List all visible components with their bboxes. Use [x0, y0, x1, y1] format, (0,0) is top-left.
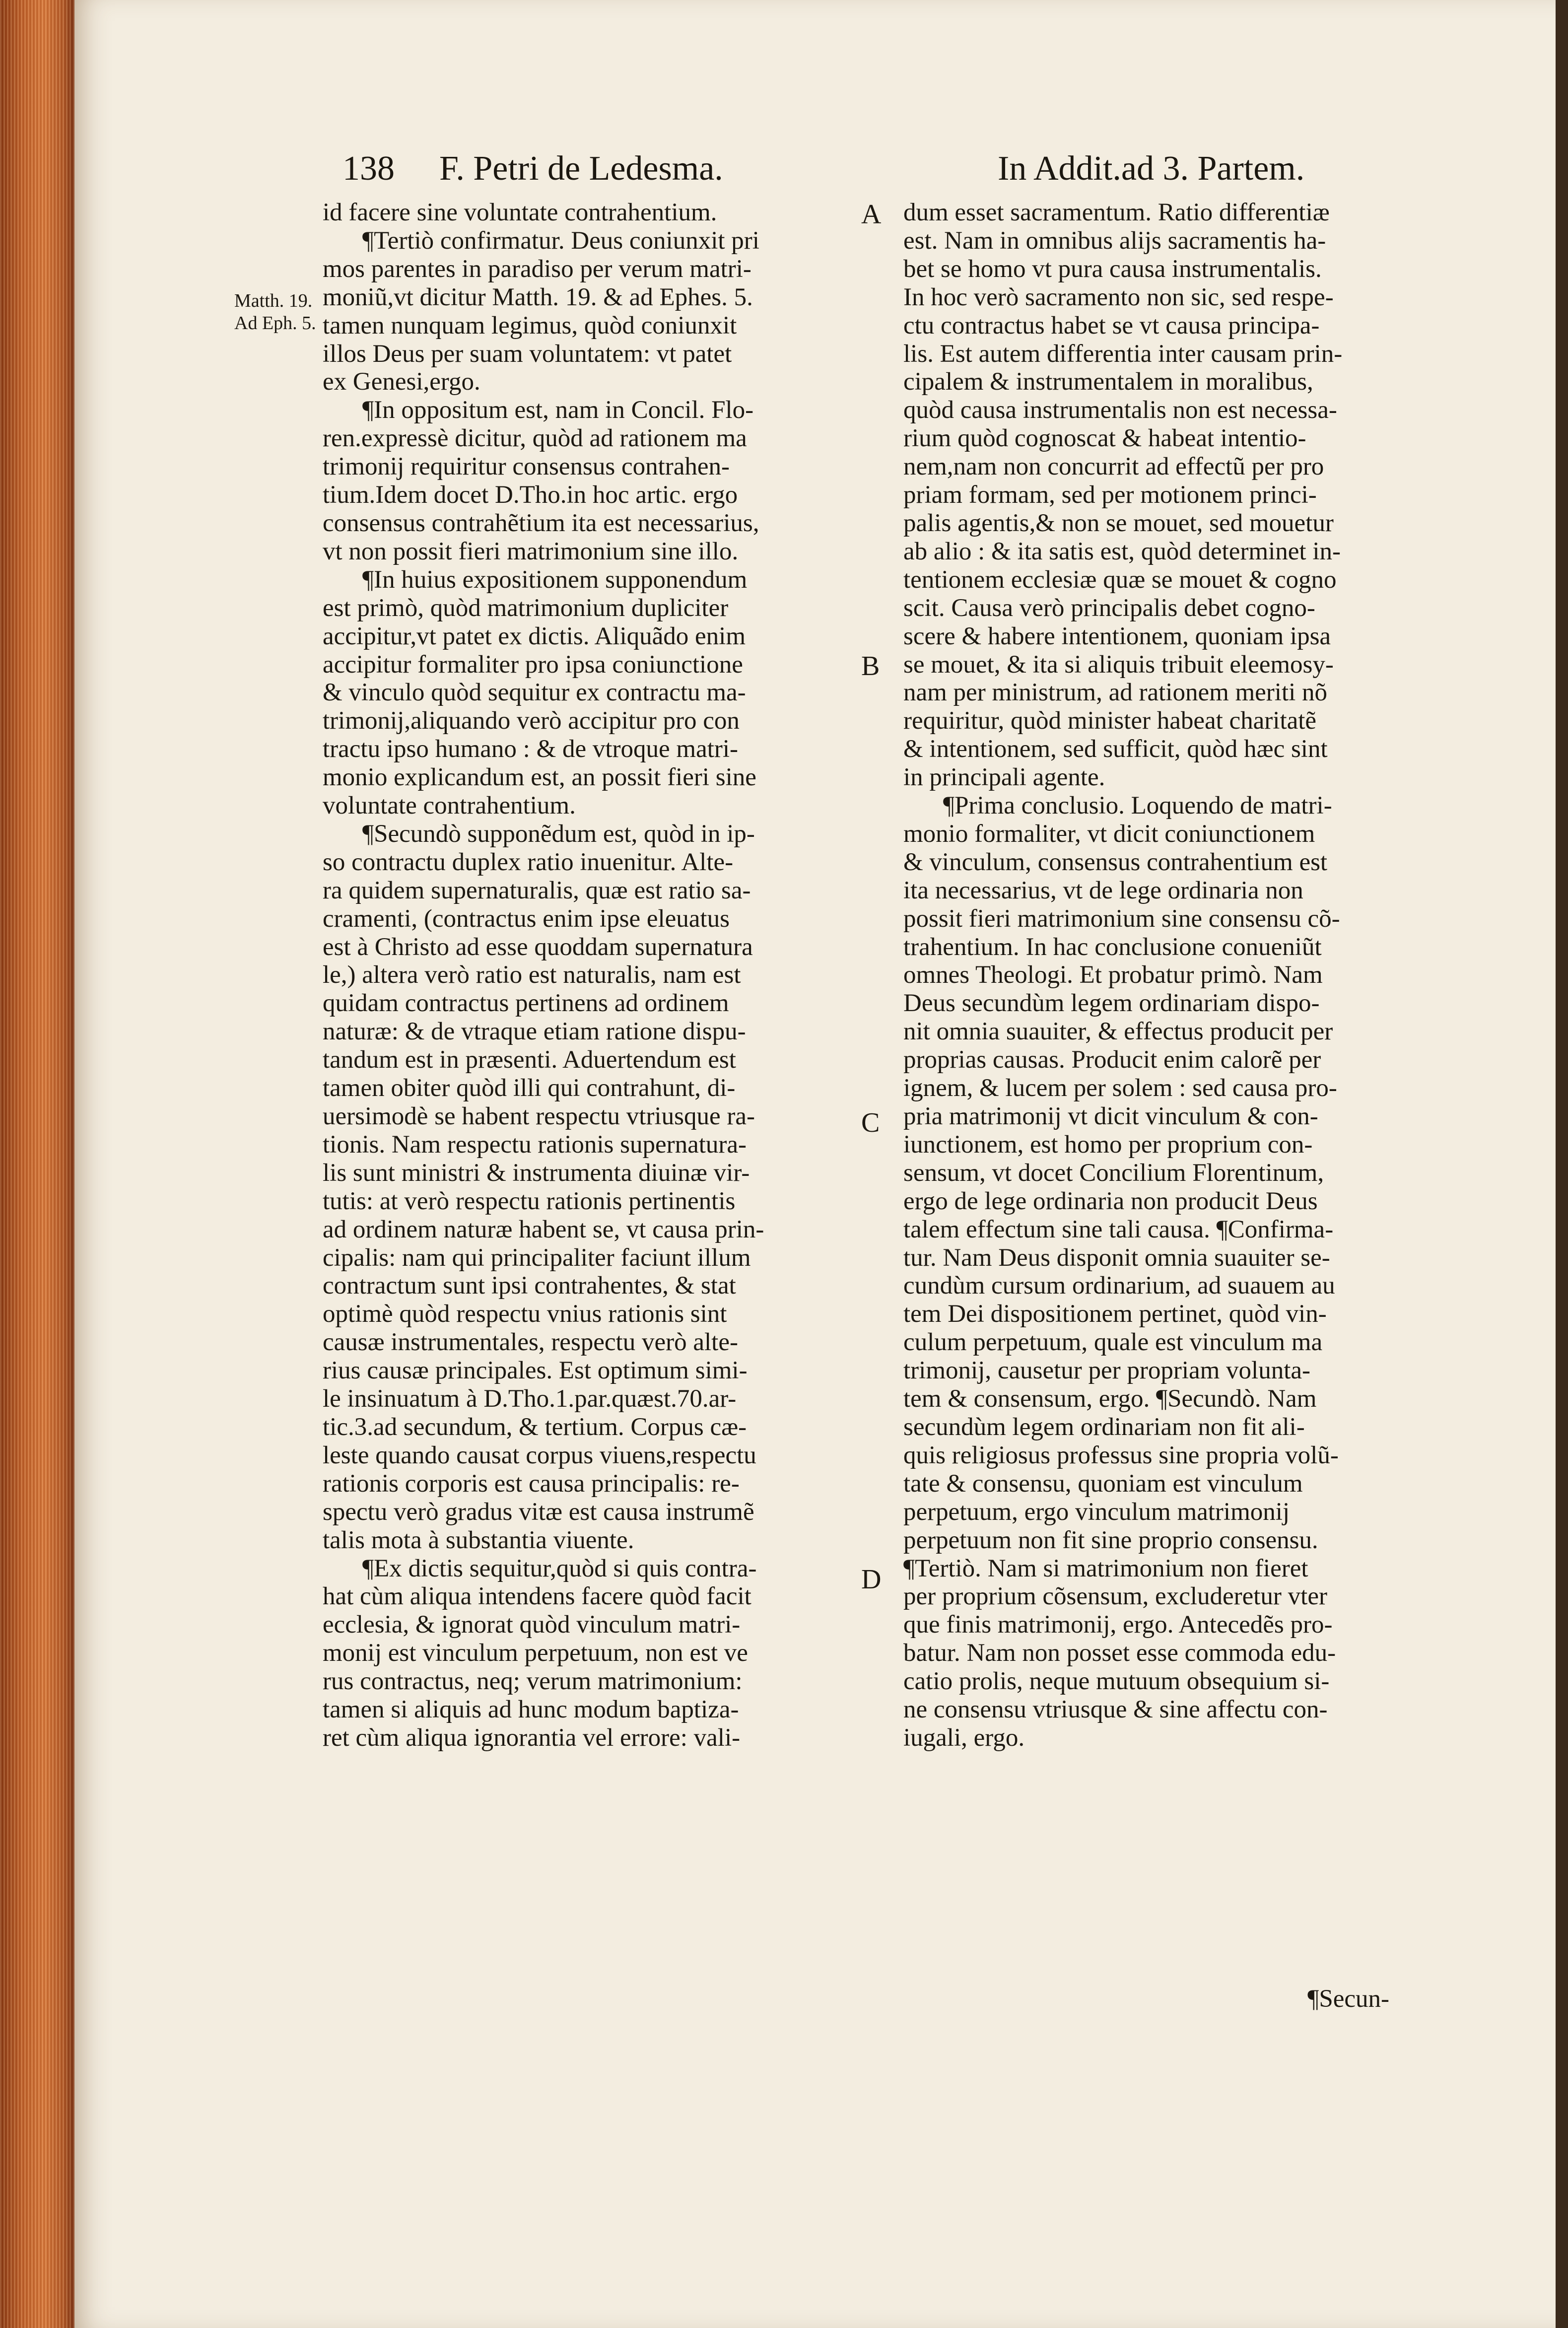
text-line: monio explicandum est, an possit fieri sine: [323, 763, 756, 792]
text-line: nit omnia suauiter, & effectus producit per: [903, 1018, 1333, 1046]
text-line: spectu verò gradus vitæ est causa instrumẽ: [323, 1498, 754, 1526]
text-line: ¶In huius expositionem supponendum: [362, 565, 748, 594]
text-line: voluntate contrahentium.: [323, 792, 576, 820]
text-line: trimonij, causetur per propriam volunta-: [903, 1357, 1311, 1385]
text-line: quòd causa instrumentalis non est necessa-: [903, 396, 1337, 424]
text-line: cundùm cursum ordinarium, ad suauem au: [903, 1272, 1335, 1300]
text-line: le insinuatum à D.Tho.1.par.quæst.70.ar-: [323, 1385, 737, 1413]
text-line: tic.3.ad secundum, & tertium. Corpus cæ-: [323, 1413, 747, 1441]
text-line: vt non possit fieri matrimonium sine illo.: [323, 537, 739, 565]
text-line: ecclesia, & ignorat quòd vinculum matri-: [323, 1611, 741, 1639]
text-line: le,) altera verò ratio est naturalis, nam est: [323, 961, 741, 989]
text-line: quidam contractus pertinens ad ordinem: [323, 989, 729, 1018]
text-line: ex Genesi,ergo.: [323, 368, 480, 396]
text-line: rationis corporis est causa principalis: re-: [323, 1469, 740, 1498]
text-line: so contractu duplex ratio inuenitur. Alte-: [323, 848, 734, 876]
margin-note-matthew: Matth. 19.: [234, 290, 313, 311]
text-line: priam formam, sed per motionem princi-: [903, 481, 1317, 509]
page-gutter-shadow: [1556, 0, 1568, 2328]
text-line: leste quando causat corpus viuens,respectu: [323, 1441, 756, 1469]
text-line: ¶In oppositum est, nam in Concil. Flo-: [362, 396, 754, 424]
catchword: ¶Secun-: [1307, 1985, 1389, 2013]
text-line: ne consensu vtriusque & sine affectu con-: [903, 1696, 1328, 1724]
text-line: scere & habere intentionem, quoniam ipsa: [903, 622, 1331, 650]
text-line: iugali, ergo.: [903, 1723, 1025, 1752]
text-line: se mouet, & ita si aliquis tribuit eleemosy-: [903, 650, 1334, 679]
text-line: nam per ministrum, ad rationem meriti nõ: [903, 679, 1328, 707]
text-line: nem,nam non concurrit ad effectũ per pro: [903, 453, 1324, 481]
text-line: batur. Nam non posset esse commoda edu-: [903, 1639, 1336, 1667]
text-line: dum esset sacramentum. Ratio differentiæ: [903, 199, 1330, 226]
text-line: possit fieri matrimonium sine consensu cõ-: [903, 904, 1340, 933]
text-line: rium quòd cognoscat & habeat intentio-: [903, 424, 1306, 453]
text-line: sensum, vt docet Concilium Florentinum,: [903, 1159, 1324, 1187]
text-line: est primò, quòd matrimonium dupliciter: [323, 594, 729, 622]
text-line: proprias causas. Producit enim calorẽ per: [903, 1046, 1321, 1074]
text-line: ¶Prima conclusio. Loquendo de matri-: [943, 792, 1332, 820]
text-line: & intentionem, sed sufficit, quòd hæc sint: [903, 735, 1328, 763]
text-line: In hoc verò sacramento non sic, sed respe-: [903, 283, 1334, 311]
text-line: tamen nunquam legimus, quòd coniunxit: [323, 311, 737, 340]
text-line: catio prolis, neque mutuum obsequium si-: [903, 1667, 1330, 1696]
text-line: hat cùm aliqua intendens facere quòd facit: [323, 1582, 751, 1611]
text-line: rius causæ principales. Est optimum simi-: [323, 1357, 748, 1385]
text-line: ad ordinem naturæ habent se, vt causa prin-: [323, 1215, 764, 1243]
text-line: mos parentes in paradiso per verum matri-: [323, 255, 751, 283]
text-line: talis mota à substantia viuente.: [323, 1526, 634, 1554]
text-line: tur. Nam Deus disponit omnia suauiter se-: [903, 1243, 1330, 1272]
text-line: lis. Est autem differentia inter causam prin-: [903, 340, 1343, 368]
text-line: requiritur, quòd minister habeat charitatẽ: [903, 707, 1317, 735]
text-line: lis sunt ministri & instrumenta diuinæ vir-: [323, 1159, 750, 1187]
text-line: id facere sine voluntate contrahentium.: [323, 199, 717, 226]
text-line: tamen si aliquis ad hunc modum baptiza-: [323, 1696, 739, 1724]
text-line: ret cùm aliqua ignorantia vel errore: vali-: [323, 1723, 741, 1752]
text-line: culum perpetuum, quale est vinculum ma: [903, 1328, 1323, 1357]
running-head: In Addit.ad 3. Partem.: [998, 149, 1305, 188]
text-line: que finis matrimonij, ergo. Antecedẽs pro-: [903, 1611, 1333, 1639]
text-line: ¶Secundò supponẽdum est, quòd in ip-: [362, 820, 755, 848]
text-line: ra quidem supernaturalis, quæ est ratio sa-: [323, 876, 751, 904]
text-line: perpetuum, ergo vinculum matrimonij: [903, 1498, 1290, 1526]
text-line: Deus secundùm legem ordinariam dispo-: [903, 989, 1320, 1018]
text-line: iunctionem, est homo per proprium con-: [903, 1130, 1313, 1159]
text-line: tutis: at verò respectu rationis pertinentis: [323, 1187, 736, 1215]
text-line: tractu ipso humano : & de vtroque matri-: [323, 735, 739, 763]
text-line: cipalis: nam qui principaliter faciunt illum: [323, 1243, 751, 1272]
text-line: & vinculo quòd sequitur ex contractu ma-: [323, 679, 746, 707]
text-line: ¶Ex dictis sequitur,quòd si quis contra-: [362, 1554, 757, 1582]
text-line: ren.expressè dicitur, quòd ad rationem ma: [323, 424, 747, 453]
text-line: bet se homo vt pura causa instrumentalis.: [903, 255, 1322, 283]
text-line: uersimodè se habent respectu vtriusque ra-: [323, 1102, 755, 1130]
text-line: monio formaliter, vt dicit coniunctionem: [903, 820, 1315, 848]
text-line: tem & consensum, ergo. ¶Secundò. Nam: [903, 1385, 1317, 1413]
text-line: pria matrimonij vt dicit vinculum & con-: [903, 1102, 1318, 1130]
text-line: per proprium cõsensum, excluderetur vter: [903, 1582, 1327, 1611]
text-line: ab alio : & ita satis est, quòd determinet in-: [903, 537, 1341, 565]
text-line: ita necessarius, vt de lege ordinaria non: [903, 876, 1303, 904]
text-line: rus contractus, neq; verum matrimonium:: [323, 1667, 743, 1696]
text-line: omnes Theologi. Et probatur primò. Nam: [903, 961, 1323, 989]
section-marker-d: D: [861, 1564, 882, 1595]
text-line: trahentium. In hac conclusione conueniũt: [903, 933, 1322, 961]
text-line: causæ instrumentales, respectu verò alte-: [323, 1328, 738, 1357]
text-line: perpetuum non fit sine proprio consensu.: [903, 1526, 1318, 1554]
text-line: ¶Tertiò. Nam si matrimonium non fieret: [903, 1554, 1308, 1582]
text-line: ignem, & lucem per solem : sed causa pro-: [903, 1074, 1337, 1102]
text-line: tentionem ecclesiæ quæ se mouet & cogno: [903, 565, 1337, 594]
left-text-column: [323, 199, 849, 1752]
text-line: secundùm legem ordinariam non fit ali-: [903, 1413, 1305, 1441]
text-line: trimonij,aliquando verò accipitur pro con: [323, 707, 740, 735]
text-line: accipitur,vt patet ex dictis. Aliquãdo enim: [323, 622, 746, 650]
text-line: ctu contractus habet se vt causa principa-: [903, 311, 1320, 340]
page-number: 138: [342, 149, 395, 188]
text-line: tate & consensu, quoniam est vinculum: [903, 1469, 1303, 1498]
text-line: consensus contrahẽtium ita est necessarius,: [323, 509, 759, 537]
text-line: optimè quòd respectu vnius rationis sint: [323, 1300, 727, 1328]
text-line: tem Dei dispositionem pertinet, quòd vin-: [903, 1300, 1327, 1328]
section-marker-b: B: [861, 651, 880, 682]
text-line: tandum est in præsenti. Aduertendum est: [323, 1046, 736, 1074]
text-line: contractum sunt ipsi contrahentes, & stat: [323, 1272, 736, 1300]
text-line: est. Nam in omnibus alijs sacramentis ha-: [903, 226, 1326, 255]
text-line: scit. Causa verò principalis debet cogno-: [903, 594, 1315, 622]
text-line: illos Deus per suam voluntatem: vt patet: [323, 340, 732, 368]
text-line: cramenti, (contractus enim ipse eleuatus: [323, 904, 730, 933]
text-line: in principali agente.: [903, 763, 1105, 792]
text-line: & vinculum, consensus contrahentium est: [903, 848, 1328, 876]
section-marker-c: C: [861, 1107, 880, 1138]
text-line: moniũ,vt dicitur Matth. 19. & ad Ephes. 5.: [323, 283, 753, 311]
text-line: trimonij requiritur consensus contrahen-: [323, 453, 730, 481]
page-fore-edge: [0, 0, 74, 2328]
text-line: cipalem & instrumentalem in moralibus,: [903, 368, 1313, 396]
text-line: naturæ: & de vtraque etiam ratione dispu-: [323, 1018, 746, 1046]
text-line: palis agentis,& non se mouet, sed mouetur: [903, 509, 1334, 537]
text-line: ergo de lege ordinaria non producit Deus: [903, 1187, 1318, 1215]
text-line: est à Christo ad esse quoddam supernatura: [323, 933, 753, 961]
text-line: tamen obiter quòd illi qui contrahunt, di-: [323, 1074, 736, 1102]
book-title: F. Petri de Ledesma.: [439, 149, 723, 188]
section-marker-a: A: [861, 199, 882, 230]
text-line: accipitur formaliter pro ipsa coniunctione: [323, 650, 743, 679]
text-line: monij est vinculum perpetuum, non est ve: [323, 1639, 748, 1667]
text-line: tium.Idem docet D.Tho.in hoc artic. ergo: [323, 481, 738, 509]
text-line: talem effectum sine tali causa. ¶Confirma-: [903, 1215, 1334, 1243]
text-line: quis religiosus professus sine propria volũ-: [903, 1441, 1339, 1469]
text-line: tionis. Nam respectu rationis supernatura-: [323, 1130, 747, 1159]
right-text-column: [903, 199, 1422, 1752]
margin-note-ephesians: Ad Eph. 5.: [234, 313, 316, 334]
text-line: ¶Tertiò confirmatur. Deus coniunxit pri: [362, 226, 759, 255]
